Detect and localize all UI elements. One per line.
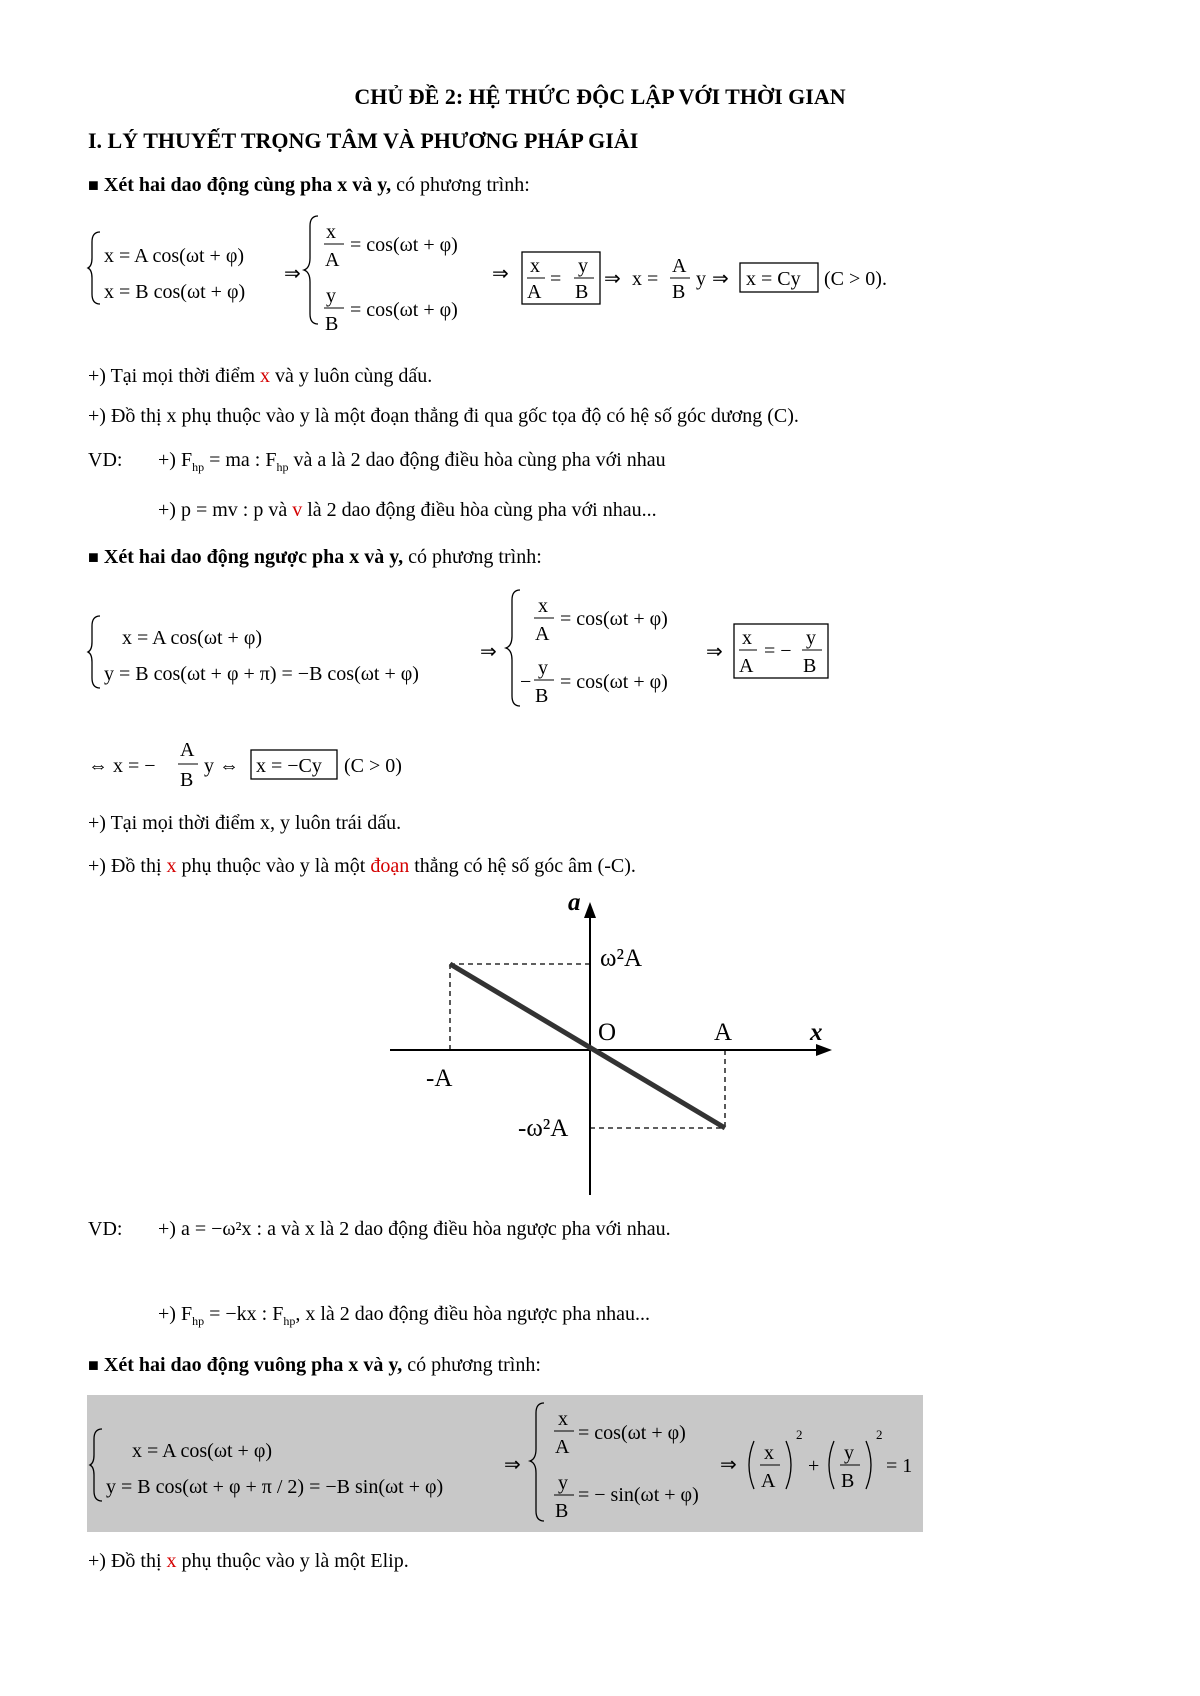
case3-eq-one: = 1 [886,1455,913,1477]
case3-paren-open-2 [829,1441,834,1489]
case2-iff-pre: ⇔ x = − [88,755,156,777]
case1-arrow-3: ⇒ [604,268,621,290]
case2-ex2-rest: , x là 2 dao động điều hòa ngược pha nhau... [295,1303,650,1325]
case3-paren-close-2 [866,1441,871,1489]
case1-ex2-red: v [292,499,303,521]
case3-sq1-den: A [761,1470,776,1492]
case2-cos-2: = cos(ωt + φ) [560,671,668,693]
case2-box-A: A [739,655,754,677]
case2-eq-x: x = A cos(ωt + φ) [122,627,263,649]
case3-frac1-den: A [555,1436,570,1458]
case2-note2 [88,855,636,878]
case1-frac1-den: A [325,249,340,271]
case3-heading-rest: có phương trình: [402,1354,541,1376]
case2-note2-post: thẳng có hệ số góc âm (-C). [409,855,636,877]
case2-example1 [158,1218,671,1241]
case3-equation [88,1395,928,1532]
graph-line [450,964,725,1128]
case3-sin: = − sin(ωt + φ) [578,1484,699,1506]
case1-ex2-post: là 2 dao động điều hòa cùng pha với nhau... [302,499,657,521]
page-title: CHỦ ĐỀ 2: HỆ THỨC ĐỘC LẬP VỚI THỜI GIAN [354,84,846,109]
case1-note1 [88,365,432,388]
case1-vd-label: VD: [88,449,123,471]
case1-x-eq: x = [632,268,659,290]
case1-eq-y: x = B cos(ωt + φ) [104,281,246,303]
case2-frac1-num: x [538,595,548,617]
case1-cos-1: = cos(ωt + φ) [350,234,458,256]
case3-note-red: x [166,1550,177,1572]
case1-box-B: B [575,281,589,303]
section-heading: I. LÝ THUYẾT TRỌNG TÂM VÀ PHƯƠNG PHÁP GIẢI [88,128,639,153]
case1-y-var: y [696,268,706,290]
case1-ex1-plus: +) [158,449,176,471]
case2-iff-y: y ⇔ [204,755,239,777]
case2-box-B: B [803,655,817,677]
case2-result: x = −Cy [256,755,322,777]
case2-box-x: x [742,627,752,649]
case2-note1: +) Tại mọi thời điểm x, y luôn trái dấu. [88,812,402,834]
case1-arrow-2: ⇒ [492,263,509,285]
case3-cos: = cos(ωt + φ) [578,1422,686,1444]
case1-AB-den: B [672,281,686,303]
case1-box-A: A [527,281,542,303]
case2-arrow-2: ⇒ [706,641,723,663]
bullet-icon: ■ [88,175,99,195]
label-bottom: -ω²A [518,1115,569,1142]
case1-ex1-mid: = ma : F [204,449,277,471]
case3-sq2-num: y [844,1442,854,1464]
case1-cond: (C > 0). [824,268,887,290]
case1-ex1-sub2: hp [276,460,289,474]
label-O: O [598,1019,617,1046]
case2-note2-pre: +) Đồ thị [88,855,167,877]
case2-example2 [158,1303,650,1329]
case2-cos-1: = cos(ωt + φ) [560,608,668,630]
case3-paren-close-1 [786,1441,791,1489]
case2-left-brace [88,616,100,688]
bullet-icon: ■ [88,547,99,567]
case2-box-y: y [806,627,816,649]
case3-heading-bold: Xét hai dao động vuông pha x và y, [103,1354,403,1376]
case1-ex1-F: F [180,449,193,471]
case1-frac1-num: x [326,221,336,243]
case1-left-brace [88,232,100,304]
case2-arrow-1: ⇒ [480,641,497,663]
case2-heading-bold: Xét hai dao động ngược pha x và y, [103,546,404,568]
case1-note2: +) Đồ thị x phụ thuộc vào y là một đoạn thẳng đi qua gốc tọa độ có hệ số góc dương (C). [88,405,799,427]
case2-box-eq: = − [764,640,792,662]
case2-ex2-sub2: hp [283,1314,296,1328]
case1-result: x = Cy [746,268,801,290]
case2-note2-red2: đoạn [370,855,410,877]
case1-arrow-4: ⇒ [712,268,729,290]
case3-frac2-den: B [555,1500,569,1522]
case2-ex2-plus: +) [158,1303,176,1325]
case2-ex2-F: F [180,1303,193,1325]
case2-ex2-mid: = −kx : F [204,1303,284,1325]
case3-note-pre: +) Đồ thị [88,1550,167,1572]
case1-heading-bold: Xét hai dao động cùng pha x và y, [103,174,392,196]
case2-frac2-den: B [535,685,549,707]
case1-box-x: x [530,255,540,277]
case2-note2-red1: x [166,855,177,877]
case2-ex1-text: a = −ω²x : a và x là 2 dao động điều hòa ngược pha với nhau. [180,1218,671,1240]
case2-ex2-sub: hp [192,1314,205,1328]
case1-eq-x: x = A cos(ωt + φ) [104,245,245,267]
case1-frac2-num: y [326,285,336,307]
case1-arrow-1: ⇒ [284,263,301,285]
case1-ex2-pre: p = mv : p và [180,499,293,521]
label-x: x [810,1019,823,1046]
case3-sq1-power: 2 [796,1427,803,1442]
case3-plus: + [808,1455,820,1477]
case2-frac2-num: y [538,657,548,679]
case1-frac2-den: B [325,313,339,335]
case2-ex1-plus: +) [158,1218,176,1240]
case3-sq1-num: x [764,1442,774,1464]
case1-heading [88,174,530,197]
label-minus-A: -A [426,1065,453,1092]
case3-frac2-num: y [558,1472,568,1494]
case2-cond: (C > 0) [344,755,402,777]
bullet-icon: ■ [88,1355,99,1375]
label-a: a [568,889,581,916]
case1-equation [88,212,968,342]
case3-eq-x: x = A cos(ωt + φ) [132,1440,273,1462]
case2-vd-label: VD: [88,1218,123,1240]
case3-paren-open-1 [749,1441,754,1489]
case2-iff-den: B [180,769,194,791]
case2-note2-mid: phụ thuộc vào y là một [176,855,371,877]
case3-sq2-power: 2 [876,1427,883,1442]
case2-iff-num: A [180,739,195,761]
label-A: A [714,1019,733,1046]
case1-note1-post: và y luôn cùng dấu. [270,365,433,387]
case1-cos-2: = cos(ωt + φ) [350,299,458,321]
case1-AB-num: A [672,255,687,277]
case3-note [88,1550,409,1573]
case1-example1 [158,449,666,475]
case2-heading [88,546,542,569]
case3-arrow-2: ⇒ [720,1454,737,1476]
case1-ex2-plus: +) [158,499,176,521]
case3-left-brace [90,1429,102,1501]
case3-sq2-den: B [841,1470,855,1492]
case1-ex1-rest: và a là 2 dao động điều hòa cùng pha với nhau [288,449,666,471]
case2-eq-y: y = B cos(ωt + φ + π) = −B cos(ωt + φ) [104,663,419,685]
case2-mid-brace [506,590,520,706]
case2-frac1-den: A [535,623,550,645]
case1-note1-red: x [260,365,271,387]
case1-example2 [158,499,657,522]
case3-eq-y: y = B cos(ωt + φ + π / 2) = −B sin(ωt + φ) [106,1476,444,1498]
case1-note1-pre: +) Tại mọi thời điểm [88,365,261,387]
case3-note-post: phụ thuộc vào y là một Elip. [176,1550,409,1572]
case3-heading [88,1354,541,1377]
case3-arrow-1: ⇒ [504,1454,521,1476]
case2-heading-rest: có phương trình: [403,546,542,568]
case2-minus: − [520,671,532,693]
case2-iff-equation [88,732,488,802]
case1-heading-rest: có phương trình: [391,174,530,196]
case1-ex1-sub: hp [192,460,205,474]
phase-graph [380,890,840,1200]
case1-mid-brace [304,216,318,324]
case1-box-eq: = [550,268,562,290]
case3-frac1-num: x [558,1408,568,1430]
y-axis-arrow-icon [584,902,596,918]
case3-mid-brace [530,1403,544,1521]
case1-box-y: y [578,255,588,277]
case2-equation [88,584,848,714]
label-top: ω²A [600,945,643,972]
